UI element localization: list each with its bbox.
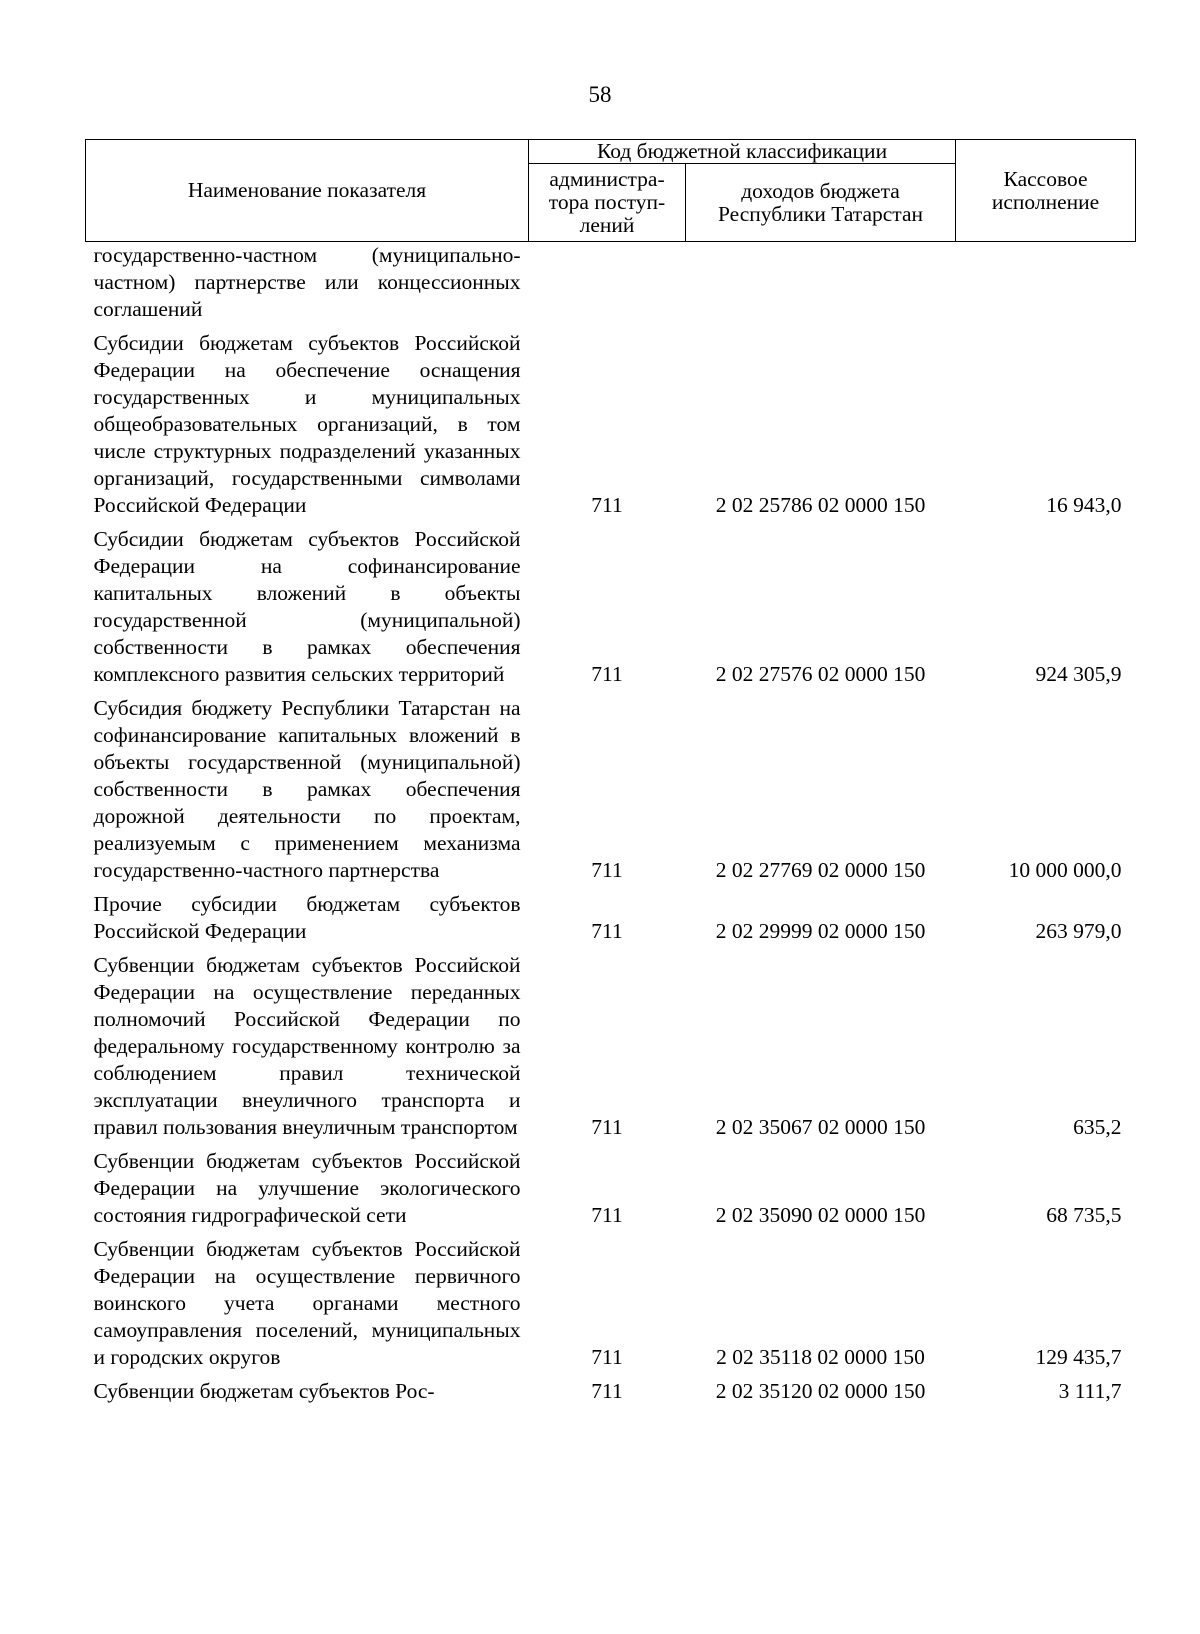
row-admin-code: 711	[591, 1115, 623, 1139]
table-body	[86, 242, 1136, 1409]
row-income-code: 2 02 35120 02 0000 150	[715, 1379, 926, 1403]
row-amount: 129 435,7	[1035, 1345, 1122, 1369]
header-admin: администра-тора поступ-лений	[529, 164, 686, 242]
row-admin-code: 711	[591, 858, 623, 882]
page-number: 58	[588, 82, 612, 107]
row-income-code: 2 02 35090 02 0000 150	[715, 1203, 926, 1227]
header-code-group: Код бюджетной классификации	[529, 140, 956, 164]
row-name: Субвенции бюджетам субъектов Российской Федерации на осуществление переданных полномочий Российской Федерации по федеральному государственному контролю за соблюдением правил технической эксплуатации внеуличного транспорта и правил пользования внеуличным транспортом	[93, 953, 521, 1139]
table-row	[86, 326, 1136, 522]
row-name: Субсидии бюджетам субъектов Российской Федерации на обеспечение оснащения государственных и муниципальных общеобразовательных организаций, в том числе структурных подразделений указанных организаций, государственными символами Российской Федерации	[93, 331, 521, 517]
table-row	[86, 522, 1136, 691]
row-name: Субвенции бюджетам субъектов Российской Федерации на улучшение экологического состояния гидрографической сети	[93, 1149, 521, 1227]
table-row	[86, 242, 1136, 327]
row-name: Субсидии бюджетам субъектов Российской Федерации на софинансирование капитальных вложений в объекты государственной (муниципальной) собственности в рамках обеспечения комплексного развития сельских территорий	[93, 527, 521, 686]
header-income: доходов бюджета Республики Татарстан	[686, 164, 956, 242]
row-name: Субвенции бюджетам субъектов Российской Федерации на осуществление первичного воинского учета органами местного самоуправления поселений, муниципальных и городских округов	[93, 1237, 521, 1369]
row-name: государственно-частном (муниципально-частном) партнерстве или концессионных соглашений	[93, 243, 521, 321]
table-row	[86, 887, 1136, 948]
row-amount: 10 000 000,0	[1008, 858, 1122, 882]
row-income-code	[686, 242, 956, 327]
row-admin-code	[529, 242, 686, 327]
row-admin-code: 711	[591, 1345, 623, 1369]
row-amount: 263 979,0	[1035, 919, 1122, 943]
row-amount: 924 305,9	[1035, 662, 1122, 686]
row-income-code: 2 02 25786 02 0000 150	[715, 493, 926, 517]
row-name: Прочие субсидии бюджетам субъектов Российской Федерации	[93, 892, 521, 943]
row-income-code: 2 02 27576 02 0000 150	[715, 662, 926, 686]
row-name: Субсидия бюджету Республики Татарстан на софинансирование капитальных вложений в объекты государственной (муниципальной) собственности в рамках обеспечения дорожной деятельности по проектам, реализуемым с применением механизма государственно-частного партнерства	[93, 696, 521, 882]
row-income-code: 2 02 35118 02 0000 150	[716, 1345, 925, 1369]
table-row	[86, 1374, 1136, 1408]
header-name: Наименование показателя	[86, 140, 529, 242]
row-admin-code: 711	[591, 1203, 623, 1227]
row-admin-code: 711	[591, 1379, 623, 1403]
row-admin-code: 711	[591, 919, 623, 943]
table-row	[86, 1144, 1136, 1232]
row-amount: 16 943,0	[1046, 493, 1122, 517]
row-amount: 68 735,5	[1046, 1203, 1122, 1227]
row-name: Субвенции бюджетам субъектов Рос-	[93, 1379, 435, 1403]
table-row	[86, 948, 1136, 1144]
row-amount	[956, 242, 1136, 327]
row-admin-code: 711	[591, 493, 623, 517]
table-row	[86, 1232, 1136, 1374]
row-admin-code: 711	[591, 662, 623, 686]
row-income-code: 2 02 29999 02 0000 150	[715, 919, 926, 943]
budget-table	[85, 139, 1136, 1408]
table-header	[86, 140, 1136, 242]
row-income-code: 2 02 35067 02 0000 150	[715, 1115, 926, 1139]
row-income-code: 2 02 27769 02 0000 150	[715, 858, 926, 882]
table-row	[86, 691, 1136, 887]
row-amount: 3 111,7	[1058, 1379, 1122, 1403]
header-execution: Кассовое исполнение	[956, 140, 1136, 242]
row-amount: 635,2	[1073, 1115, 1122, 1139]
